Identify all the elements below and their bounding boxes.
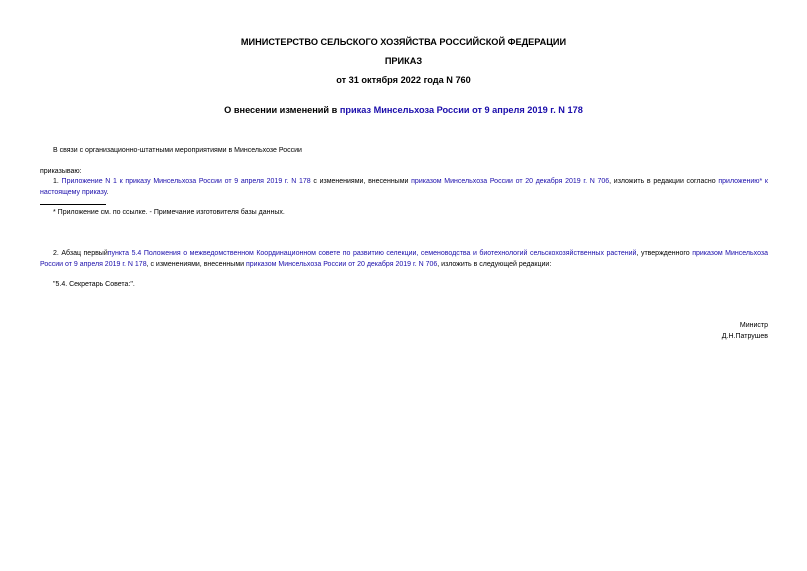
item-2-text: , с изменениями, внесенными — [146, 261, 246, 268]
document-title — [0, 105, 807, 115]
order-word: приказываю: — [40, 168, 82, 175]
item-1-text: с изменениями, внесенными — [310, 178, 412, 185]
item-2-text: , изложить в следующей редакции: — [437, 261, 552, 268]
order-706-link-2[interactable]: приказом Минсельхоза России от 20 декабря 2019 г. N 706 — [246, 261, 438, 268]
document-date-number: от 31 октября 2022 года N 760 — [336, 75, 471, 85]
item-2-text: , утвержденного — [636, 250, 693, 257]
footnote: * Приложение см. по ссылке. - Примечание изготовителя базы данных. — [53, 209, 285, 216]
appendix-1-link[interactable]: Приложение N 1 к приказу Минсельхоза России от 9 апреля 2019 г. N 178 — [61, 178, 311, 185]
item-1-number: 1. — [53, 178, 62, 185]
signature-name: Д.Н.Патрушев — [721, 333, 768, 340]
item-1-text: , изложить в редакции согласно — [609, 178, 719, 185]
document-type: ПРИКАЗ — [384, 56, 423, 66]
intro-paragraph: В связи с организационно-штатными мероприятиями в Минсельхозе России — [53, 147, 302, 154]
quoted-text: "5.4. Секретарь Совета:". — [53, 281, 135, 288]
item-2-text: 2. Абзац первый — [53, 250, 108, 257]
clause-5-4-link[interactable]: пункта 5.4 Положения о межведомственном Координационном совете по развитию селекции, семеноводства и биотехнологий сельскохозяйственных растений — [107, 250, 637, 257]
item-1-text: . — [106, 189, 109, 196]
item-1-paragraph — [40, 176, 768, 198]
title-prefix: О внесении изменений в — [224, 105, 340, 115]
footnote-divider — [40, 204, 106, 205]
ministry-heading: МИНИСТЕРСТВО СЕЛЬСКОГО ХОЗЯЙСТВА РОССИЙСКОЙ ФЕДЕРАЦИИ — [240, 37, 567, 47]
appendix-link[interactable]: приложению* к настоящему приказу — [40, 178, 768, 196]
order-178-link[interactable]: приказом Минсельхоза России от 9 апреля 2019 г. N 178 — [40, 250, 769, 268]
order-706-link[interactable]: приказом Минсельхоза России от 20 декабря 2019 г. N 706 — [411, 178, 610, 185]
item-2-paragraph — [40, 248, 768, 270]
title-order-link[interactable]: приказ Минсельхоза России от 9 апреля 2019 г. N 178 — [339, 105, 583, 115]
signature-position: Министр — [739, 322, 768, 329]
